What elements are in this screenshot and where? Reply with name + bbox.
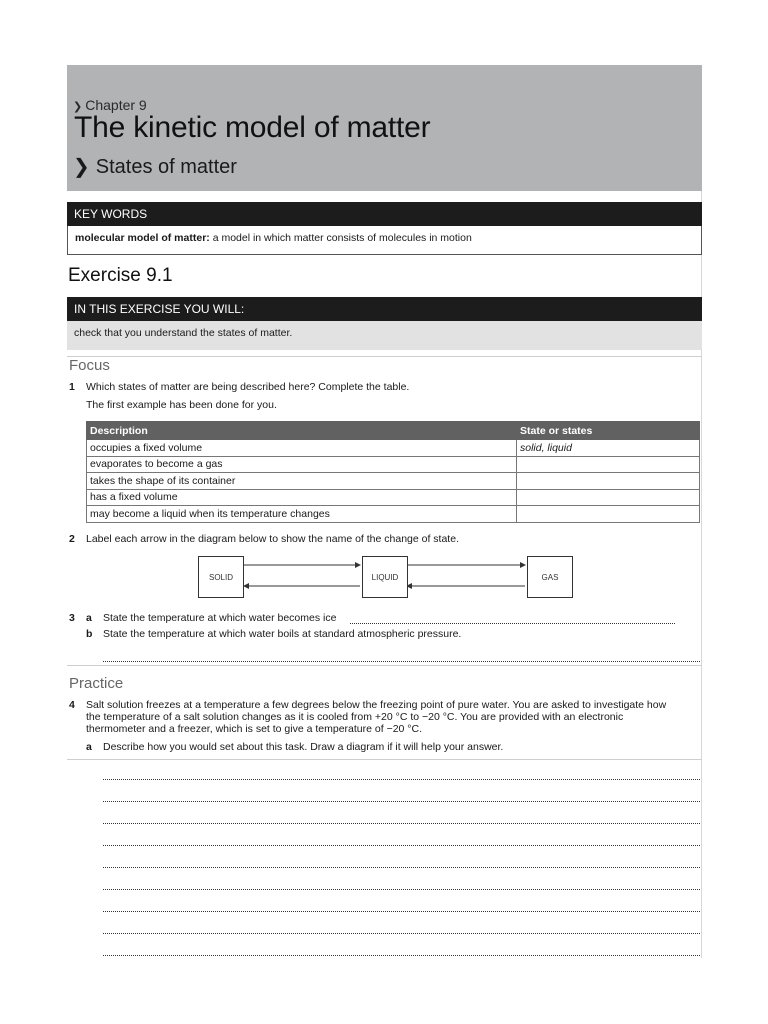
- question-part-label: b: [86, 628, 93, 640]
- table-header-row: [87, 422, 700, 440]
- page-right-rule: [701, 65, 702, 958]
- diagram-box-gas: GAS: [527, 556, 573, 598]
- table-cell-state-answer[interactable]: [517, 456, 700, 473]
- section-divider: [67, 759, 702, 760]
- exercise-will-text: check that you understand the states of matter.: [74, 327, 293, 339]
- answer-line[interactable]: [103, 779, 700, 780]
- table-cell-description: has a fixed volume: [87, 489, 517, 506]
- answer-line[interactable]: [103, 911, 700, 912]
- practice-heading: Practice: [69, 675, 124, 692]
- chapter-title: The kinetic model of matter: [74, 111, 431, 144]
- question-3b-text: State the temperature at which water boils at standard atmospheric pressure.: [103, 628, 462, 640]
- chevron-right-icon: ❯: [73, 101, 83, 113]
- question-number: 4: [69, 699, 75, 711]
- table-cell-state: solid, liquid: [517, 440, 700, 457]
- diagram-box-liquid: LIQUID: [362, 556, 408, 598]
- question-4-line: Salt solution freezes at a temperature a few degrees below the freezing point of pure water. You are asked to investigate how: [86, 699, 667, 711]
- table-cell-description: evaporates to become a gas: [87, 456, 517, 473]
- table-row: [87, 456, 700, 473]
- answer-line[interactable]: [350, 623, 675, 624]
- key-word-term: molecular model of matter:: [75, 232, 210, 244]
- question-2-text: Label each arrow in the diagram below to show the name of the change of state.: [86, 533, 459, 545]
- question-number: 1: [69, 381, 75, 393]
- diagram-box-solid: SOLID: [198, 556, 244, 598]
- table-cell-state-answer[interactable]: [517, 506, 700, 523]
- exercise-will-heading: [67, 297, 702, 321]
- key-words-heading: [67, 202, 702, 226]
- question-part-label: a: [86, 612, 92, 624]
- key-words-heading-text: KEY WORDS: [74, 207, 148, 221]
- table-header-state: State or states: [517, 422, 700, 440]
- key-word-definition: a model in which matter consists of molecules in motion: [209, 232, 472, 244]
- answer-line[interactable]: [103, 801, 700, 802]
- states-table: [86, 421, 700, 523]
- answer-line[interactable]: [103, 823, 700, 824]
- question-number: 2: [69, 533, 75, 545]
- answer-line[interactable]: [103, 955, 700, 956]
- answer-line[interactable]: [103, 845, 700, 846]
- answer-line[interactable]: [103, 933, 700, 934]
- question-4-line: the temperature of a salt solution changes as it is cooled from +20 °C to −20 °C. You are provided with an electronic: [86, 711, 624, 723]
- table-cell-description: occupies a fixed volume: [87, 440, 517, 457]
- chevron-right-icon: ❯: [73, 156, 90, 178]
- table-row: [87, 506, 700, 523]
- exercise-will-box: [67, 321, 702, 350]
- question-number: 3: [69, 612, 75, 624]
- question-3a-text: State the temperature at which water becomes ice: [103, 612, 337, 624]
- table-header-description: Description: [87, 422, 517, 440]
- question-part-label: a: [86, 741, 92, 753]
- chapter-label-text: Chapter 9: [85, 97, 147, 113]
- question-4a-text: Describe how you would set about this task. Draw a diagram if it will help your answer.: [103, 741, 504, 753]
- answer-line[interactable]: [103, 661, 700, 662]
- section-title-text: States of matter: [95, 156, 237, 178]
- section-divider: [67, 356, 702, 357]
- exercise-title: Exercise 9.1: [68, 265, 173, 286]
- table-row: [87, 440, 700, 457]
- table-cell-description: takes the shape of its container: [87, 473, 517, 490]
- table-cell-state-answer[interactable]: [517, 473, 700, 490]
- table-cell-description: may become a liquid when its temperature changes: [87, 506, 517, 523]
- exercise-will-heading-text: IN THIS EXERCISE YOU WILL:: [74, 302, 245, 316]
- change-of-state-diagram: [198, 556, 574, 598]
- question-1-text: Which states of matter are being described here? Complete the table.: [86, 381, 410, 393]
- answer-line[interactable]: [103, 889, 700, 890]
- question-1-instruction: The first example has been done for you.: [86, 399, 277, 411]
- section-divider: [67, 665, 702, 666]
- focus-heading: Focus: [69, 357, 110, 374]
- chapter-header: [67, 65, 702, 191]
- key-word-entry: [75, 232, 472, 244]
- table-row: [87, 473, 700, 490]
- key-words-box: [67, 226, 702, 255]
- section-title: [73, 154, 237, 179]
- question-4-line: thermometer and a freezer, which is set to give a temperature of −20 °C.: [86, 723, 422, 735]
- table-row: [87, 489, 700, 506]
- table-cell-state-answer[interactable]: [517, 489, 700, 506]
- answer-line[interactable]: [103, 867, 700, 868]
